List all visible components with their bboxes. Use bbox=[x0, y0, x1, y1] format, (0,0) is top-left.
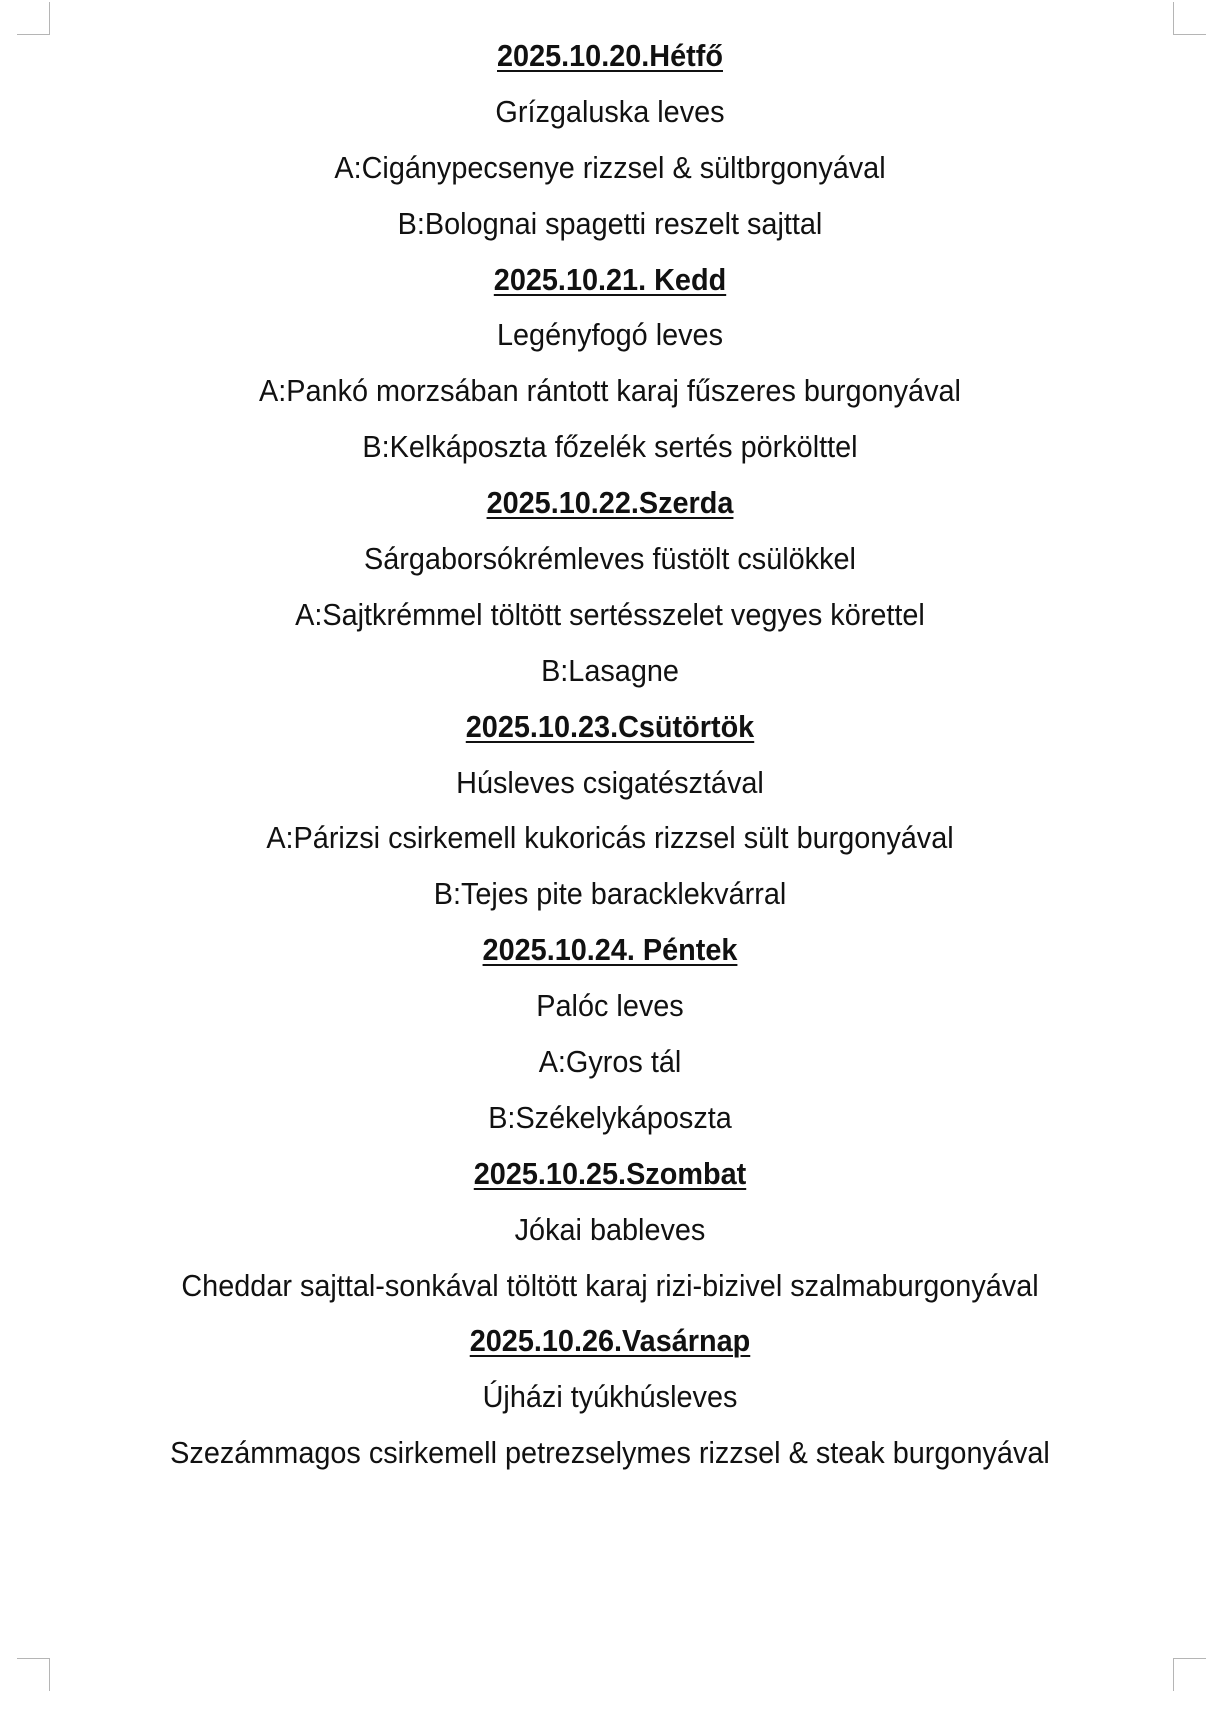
day-block bbox=[0, 252, 1220, 476]
menu-item: A:Gyros tál bbox=[538, 1044, 682, 1080]
menu-item: B:Bolognai spagetti reszelt sajttal bbox=[397, 205, 823, 241]
menu-item: B:Székelykáposzta bbox=[488, 1099, 732, 1135]
menu-item: Jókai bableves bbox=[514, 1211, 706, 1247]
menu-item: Palóc leves bbox=[536, 988, 684, 1024]
menu-item: B:Lasagne bbox=[541, 652, 679, 688]
day-heading: 2025.10.21. Kedd bbox=[493, 261, 727, 297]
day-heading: 2025.10.24. Péntek bbox=[482, 932, 738, 968]
menu-item: A:Pankó morzsában rántott karaj fűszeres burgonyával bbox=[259, 373, 961, 409]
menu-item: Cheddar sajttal-sonkával töltött karaj rizi-bizivel szalmaburgonyával bbox=[181, 1267, 1039, 1303]
menu-item: Újházi tyúkhúsleves bbox=[482, 1379, 738, 1415]
menu-item: Sárgaborsókrémleves füstölt csülökkel bbox=[364, 541, 856, 577]
menu-item: B:Kelkáposzta főzelék sertés pörkölttel bbox=[362, 429, 858, 465]
day-block bbox=[0, 28, 1220, 252]
day-block bbox=[0, 475, 1220, 699]
menu-item: Legényfogó leves bbox=[496, 317, 724, 353]
day-heading: 2025.10.25.Szombat bbox=[473, 1155, 747, 1191]
day-block bbox=[0, 699, 1220, 923]
day-heading: 2025.10.23.Csütörtök bbox=[465, 708, 755, 744]
menu-item: A:Cigánypecsenye rizzsel & sültbrgonyával bbox=[334, 149, 886, 185]
menu-item: Húsleves csigatésztával bbox=[456, 764, 764, 800]
day-block bbox=[0, 1146, 1220, 1314]
day-heading: 2025.10.22.Szerda bbox=[486, 485, 734, 521]
day-heading: 2025.10.26.Vasárnap bbox=[469, 1323, 751, 1359]
menu-item: Grízgaluska leves bbox=[495, 93, 725, 129]
page-corner-mark-bottom-right bbox=[1173, 1658, 1206, 1691]
menu-item: Szezámmagos csirkemell petrezselymes rizzsel & steak burgonyával bbox=[170, 1435, 1050, 1471]
weekly-menu bbox=[0, 28, 1220, 1481]
day-heading: 2025.10.20.Hétfő bbox=[497, 38, 723, 73]
menu-item: A:Párizsi csirkemell kukoricás rizzsel sült burgonyával bbox=[266, 820, 954, 856]
menu-item: B:Tejes pite baracklekvárral bbox=[433, 876, 787, 912]
menu-item: A:Sajtkrémmel töltött sertésszelet vegyes körettel bbox=[295, 596, 925, 632]
day-block bbox=[0, 922, 1220, 1146]
page-corner-mark-bottom-left bbox=[17, 1658, 50, 1691]
day-block bbox=[0, 1313, 1220, 1481]
